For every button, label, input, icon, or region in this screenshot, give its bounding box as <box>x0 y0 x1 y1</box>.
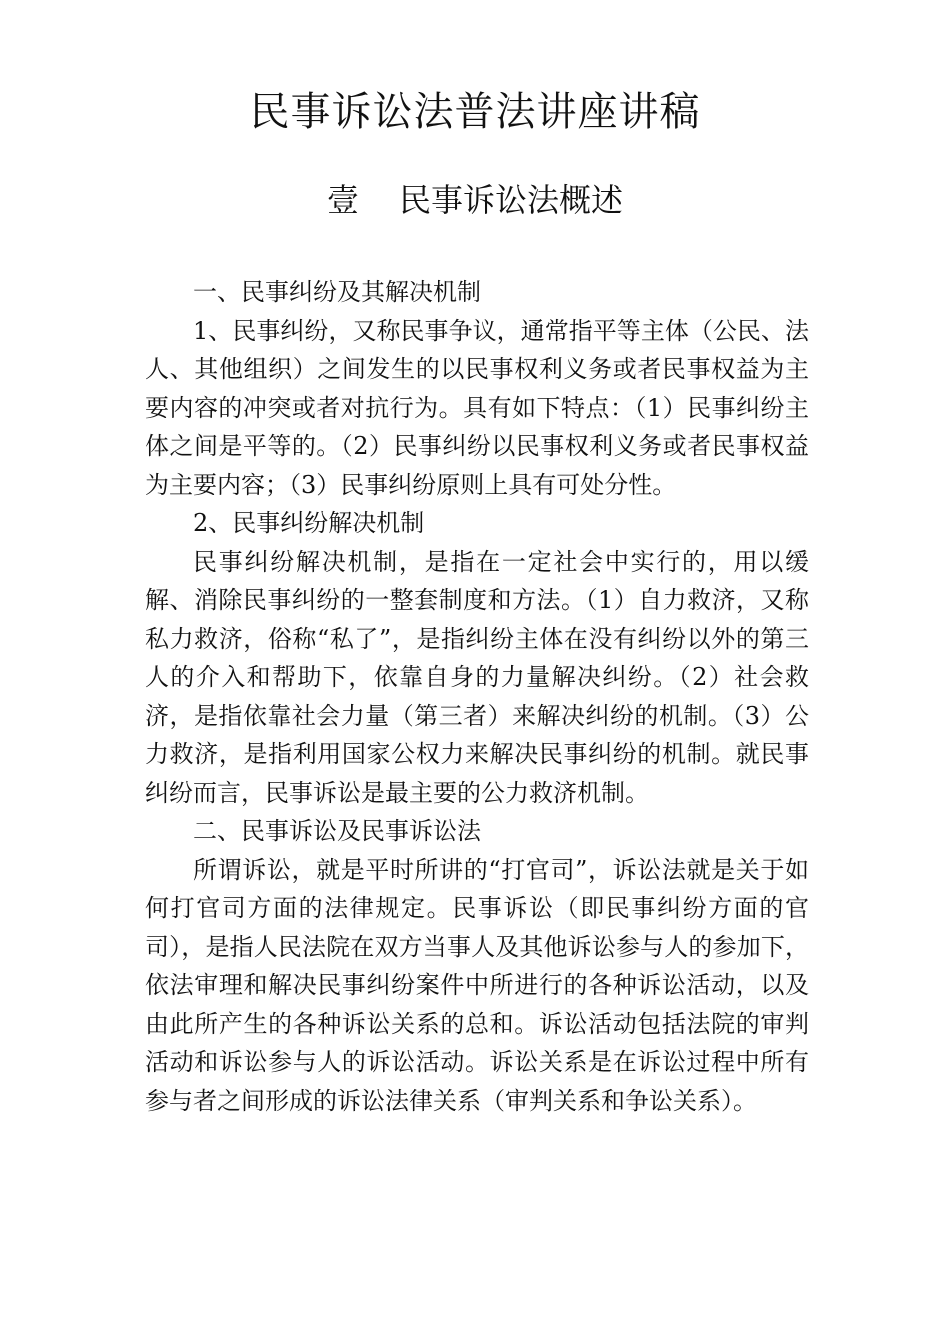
section-name: 民事诉讼法概述 <box>399 181 624 219</box>
heading-civil-procedure-law: 二、民事诉讼及民事诉讼法 <box>193 817 481 845</box>
page-title: 民事诉讼法普法讲座讲稿 <box>249 89 701 135</box>
paragraph-civil-dispute-definition: 1、民事纠纷，又称民事争议，通常指平等主体（公民、法人、其他组织）之间发生的以民事权利义务或者民事权益为主要内容的冲突或者对抗行为。具有如下特点：（1）民事纠纷主体之间是平等的。（2）民事纠纷以民事权利义务或者民事权益为主要内容；（3）民事纠纷原则上具有可处分性。 <box>145 316 809 499</box>
paragraph-civil-litigation-definition: 所谓诉讼，就是平时所讲的“打官司”，诉讼法就是关于如何打官司方面的法律规定。民事诉讼（即民事纠纷方面的官司），是指人民法院在双方当事人及其他诉讼参与人的参加下，依法审理和解决民事纠纷案件中所进行的各种诉讼活动，以及由此所产生的各种诉讼关系的总和。诉讼活动包括法院的审判活动和诉讼参与人的诉讼活动。诉讼关系是在诉讼过程中所有参与者之间形成的诉讼法律关系（审判关系和争讼关系）。 <box>145 855 809 1115</box>
section-heading <box>0 176 950 224</box>
paragraph-resolution-mechanism: 民事纠纷解决机制，是指在一定社会中实行的，用以缓解、消除民事纠纷的一整套制度和方法。（1）自力救济，又称私力救济，俗称“私了”，是指纠纷主体在没有纠纷以外的第三人的介入和帮助下，依靠自身的力量解决纠纷。（2）社会救济，是指依靠社会力量（第三者）来解决纠纷的机制。（3）公力救济，是指利用国家公权力来解决民事纠纷的机制。就民事纠纷而言，民事诉讼是最主要的公力救济机制。 <box>145 547 809 807</box>
heading-disputes-mechanism: 一、民事纠纷及其解决机制 <box>193 278 481 306</box>
section-number: 壹 <box>326 181 359 219</box>
document-body <box>145 273 809 1120</box>
heading-resolution-mechanism: 2、民事纠纷解决机制 <box>193 509 425 537</box>
